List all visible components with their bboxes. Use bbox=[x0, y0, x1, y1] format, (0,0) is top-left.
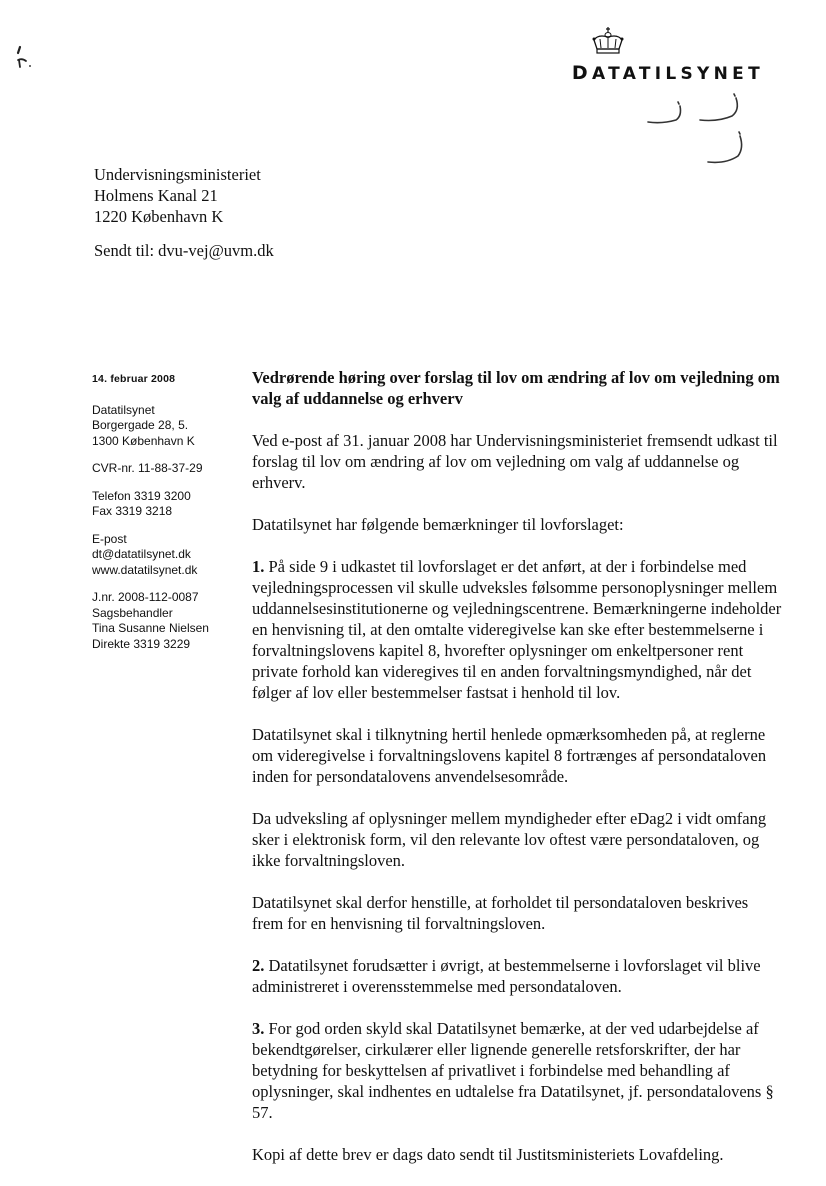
point-number: 2. bbox=[252, 956, 265, 975]
sender-sidebar bbox=[92, 372, 242, 664]
recipient-address bbox=[94, 164, 261, 227]
paragraph: Datatilsynet har følgende bemærkninger til lovforslaget: bbox=[252, 515, 624, 534]
paragraph-point-3 bbox=[252, 1018, 782, 1123]
recipient-street: Holmens Kanal 21 bbox=[94, 186, 218, 205]
cvr-number: CVR-nr. 11-88-37-29 bbox=[92, 461, 203, 475]
crown-emblem-icon bbox=[588, 26, 628, 56]
paragraph: Ved e-post af 31. januar 2008 har Undervisningsministeriet fremsendt udkast til forslag til lov om ændring af lov om vejledning om valg af uddannelse og erhverv. bbox=[252, 431, 778, 492]
point-text: For god orden skyld skal Datatilsynet bemærke, at der ved udarbejdelse af bekendtgørelser, cirkulærer eller lignende generelle retsforskrifter, der har betydning for beskyttelsen af privatlivet i forbindelse med behandling af oplysninger, skal indhentes en udtalelse fra Datatilsynet, jf. persondatalovens § 57. bbox=[252, 1019, 774, 1122]
brand-wordmark bbox=[572, 62, 764, 84]
case-number: J.nr. 2008-112-0087 bbox=[92, 590, 199, 604]
handwritten-initials-signature bbox=[640, 90, 760, 170]
email-address: dt@datatilsynet.dk bbox=[92, 547, 191, 561]
sender-org-line: 1300 København K bbox=[92, 433, 195, 448]
paragraph: Datatilsynet skal i tilknytning hertil henlede opmærksomheden på, at reglerne om videregivelse i forvaltningslovens kapitel 8 fortrænges af persondataloven inden for persondatalovens anvendelsesområde. bbox=[252, 725, 767, 786]
brand-first-letter: D bbox=[571, 62, 592, 84]
sender-org-line: Borgergade 28, 5. bbox=[92, 418, 189, 432]
paragraph-point-2 bbox=[252, 955, 782, 997]
sender-org-line: Datatilsynet bbox=[92, 402, 155, 417]
paragraph: Kopi af dette brev er dags dato sendt til Justitsministeriets Lovafdeling. bbox=[252, 1145, 724, 1164]
point-text: Datatilsynet forudsætter i øvrigt, at bestemmelserne i lovforslaget vil blive administreret i overensstemmelse med persondataloven. bbox=[252, 956, 761, 996]
case-handler-name: Tina Susanne Nielsen bbox=[92, 621, 209, 635]
recipient-name: Undervisningsministeriet bbox=[94, 165, 261, 184]
paragraph: Datatilsynet skal derfor henstille, at forholdet til persondataloven beskrives frem for en henvisning til forvaltningsloven. bbox=[252, 893, 749, 933]
case-info bbox=[92, 590, 242, 652]
letter-body bbox=[252, 367, 782, 1186]
website: www.datatilsynet.dk bbox=[92, 562, 198, 577]
margin-mark-icon bbox=[12, 44, 38, 74]
paragraph: Da udveksling af oplysninger mellem myndigheder efter eDag2 i vidt omfang sker i elektronisk form, vil den relevante lov oftest være persondataloven, og ikke forvaltningsloven. bbox=[252, 809, 767, 870]
point-text: På side 9 i udkastet til lovforslaget er det anført, at der i forbindelse med vejledningsprocessen vil skulle udveksles følsomme personoplysninger mellem uddannelsesinstitutionerne og vejledningscentrene. Bemærkningerne indeholder en henvisning til, at den omtalte videregivelse kan ske efter bestemmelserne i forvaltningslovens kapitel 8, hvorefter oplysninger om enkeltpersoner rent private forhold kan videregives til en anden forvaltningsmyndighed, når det følger af lov eller bestemmelser fastsat i henhold til lov. bbox=[252, 557, 782, 702]
point-number: 3. bbox=[252, 1019, 265, 1038]
sender-org bbox=[92, 403, 242, 450]
case-direct-phone: Direkte 3319 3229 bbox=[92, 636, 191, 651]
point-number: 1. bbox=[252, 557, 265, 576]
paragraph-point-1 bbox=[252, 556, 782, 703]
email-label: E-post bbox=[92, 531, 127, 546]
letter-subject: Vedrørende høring over forslag til lov om ændring af lov om vejledning om valg af uddannelse og erhverv bbox=[252, 368, 780, 408]
case-handler-label: Sagsbehandler bbox=[92, 605, 173, 620]
fax-line: Fax 3319 3218 bbox=[92, 504, 173, 518]
phone-line: Telefon 3319 3200 bbox=[92, 488, 191, 503]
recipient-city: 1220 København K bbox=[94, 207, 224, 226]
letter-date: 14. februar 2008 bbox=[92, 373, 176, 385]
brand-rest: ATATILSYNET bbox=[592, 64, 764, 84]
sender-email bbox=[92, 532, 242, 579]
sent-to-line: Sendt til: dvu-vej@uvm.dk bbox=[94, 241, 274, 260]
sender-cvr bbox=[92, 461, 242, 477]
sender-phone bbox=[92, 489, 242, 520]
